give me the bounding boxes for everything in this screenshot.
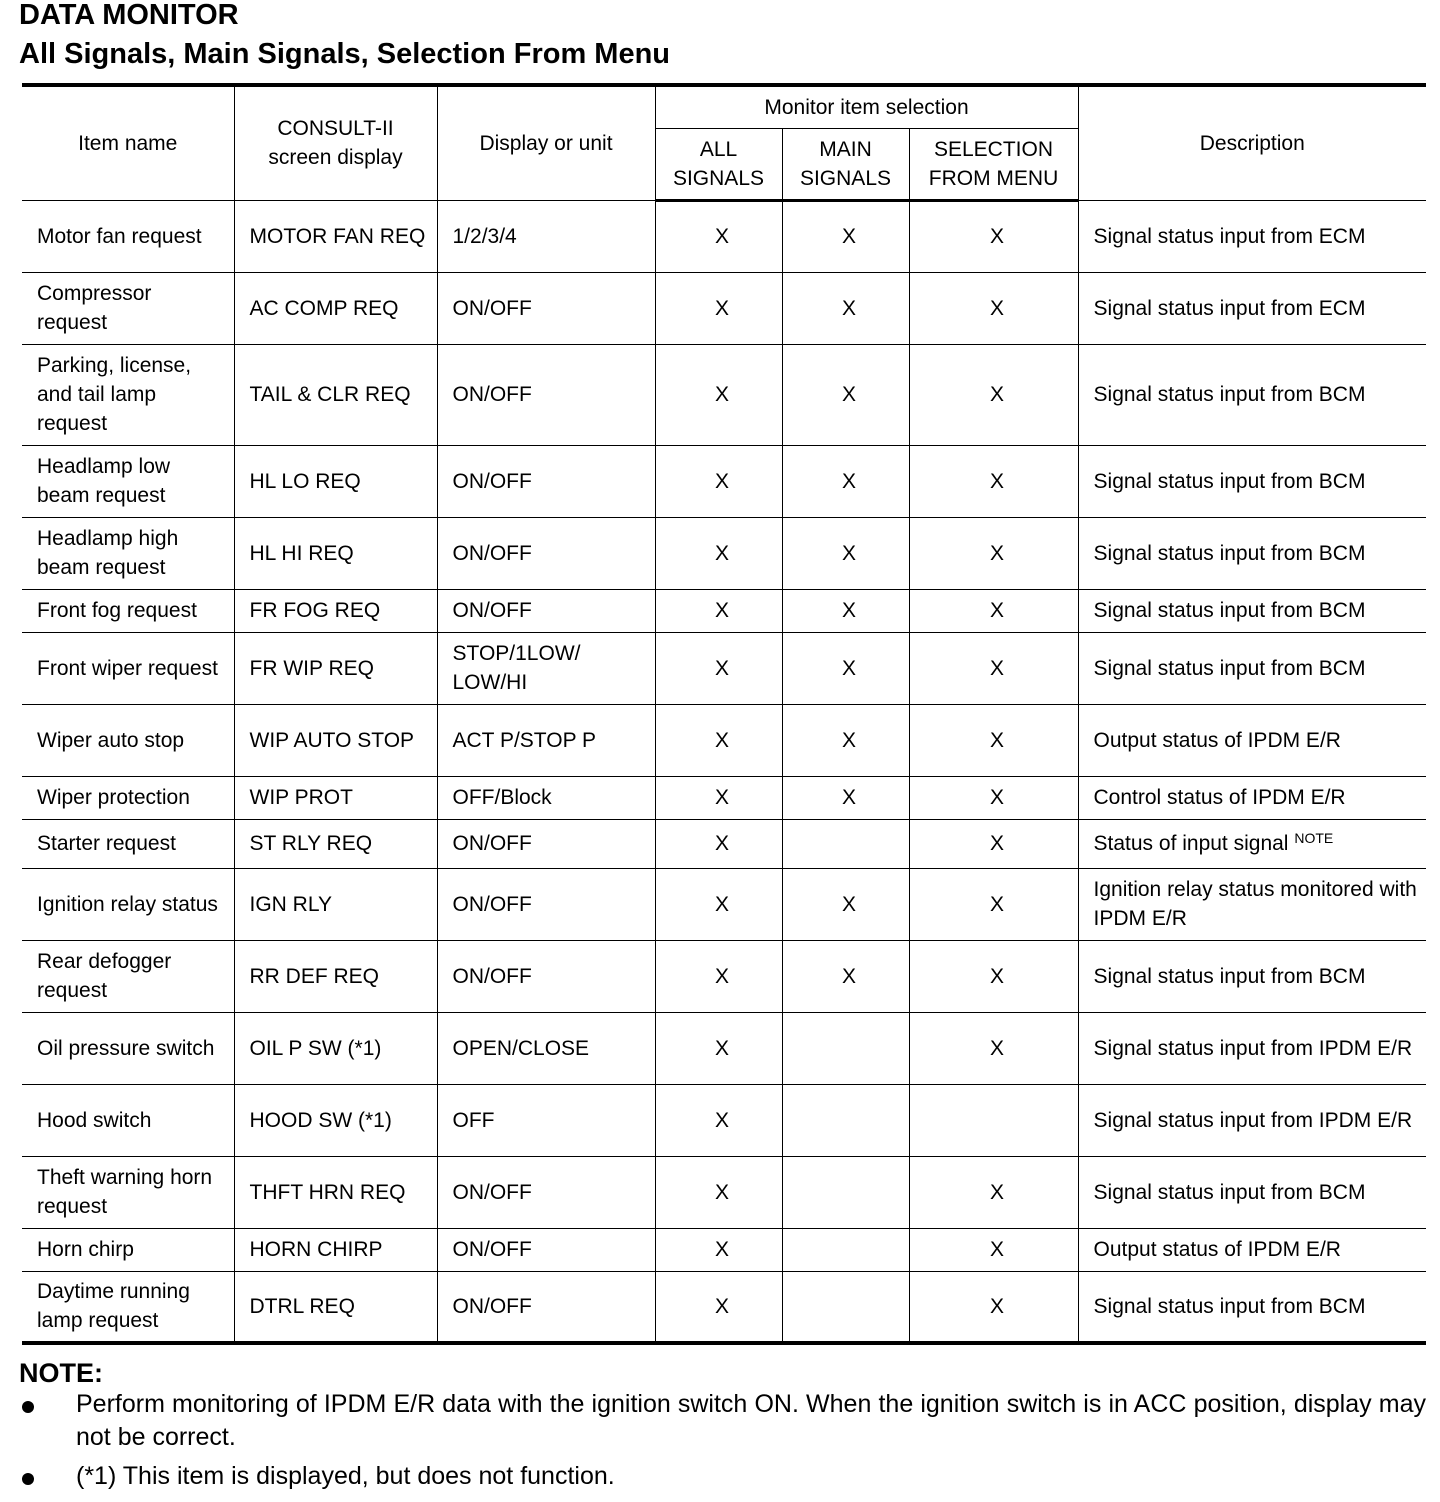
cell-main: X [782, 344, 909, 445]
cell-display: OPEN/CLOSE [437, 1012, 655, 1084]
cell-item: Hood switch [22, 1084, 234, 1156]
cell-item: Compressor request [22, 272, 234, 344]
cell-main: X [782, 272, 909, 344]
cell-main [782, 1156, 909, 1228]
header-sel-line2: FROM MENU [928, 166, 1059, 190]
cell-main [782, 1228, 909, 1271]
cell-item: Wiper auto stop [22, 704, 234, 776]
cell-display: 1/2/3/4 [437, 200, 655, 272]
table-row [22, 1271, 1426, 1343]
table-row [22, 1156, 1426, 1228]
header-consult-display [234, 85, 437, 200]
cell-main: X [782, 445, 909, 517]
cell-all: X [655, 200, 782, 272]
cell-display: OFF [437, 1084, 655, 1156]
header-selection-from-menu [909, 128, 1078, 200]
cell-display: STOP/1LOW/ LOW/HI [437, 632, 655, 704]
table-row [22, 200, 1426, 272]
cell-main: X [782, 589, 909, 632]
cell-main [782, 1012, 909, 1084]
header-main-line2: SIGNALS [799, 166, 892, 190]
table-row [22, 1084, 1426, 1156]
table-row [22, 517, 1426, 589]
cell-display: ON/OFF [437, 517, 655, 589]
cell-desc: Signal status input from BCM [1078, 517, 1426, 589]
cell-main [782, 1271, 909, 1343]
cell-main: X [782, 704, 909, 776]
header-monitor-item-selection: Monitor item selection [655, 85, 1078, 128]
cell-desc: Signal status input from BCM [1078, 445, 1426, 517]
cell-sel: X [909, 868, 1078, 940]
cell-all: X [655, 445, 782, 517]
cell-desc: Signal status input from BCM [1078, 632, 1426, 704]
cell-item: Front wiper request [22, 632, 234, 704]
cell-consult: HORN CHIRP [234, 1228, 437, 1271]
cell-consult: TAIL & CLR REQ [234, 344, 437, 445]
cell-consult: ST RLY REQ [234, 819, 437, 868]
cell-all: X [655, 344, 782, 445]
cell-all: X [655, 1084, 782, 1156]
cell-main: X [782, 940, 909, 1012]
cell-display: ON/OFF [437, 1156, 655, 1228]
bullet-icon [22, 1473, 34, 1485]
table-row [22, 344, 1426, 445]
cell-display: ON/OFF [437, 1228, 655, 1271]
cell-consult: THFT HRN REQ [234, 1156, 437, 1228]
table-row [22, 1228, 1426, 1271]
cell-desc: Signal status input from IPDM E/R [1078, 1012, 1426, 1084]
header-main-line1: MAIN [819, 137, 872, 161]
cell-display: OFF/Block [437, 776, 655, 819]
table-row [22, 445, 1426, 517]
cell-all: X [655, 868, 782, 940]
cell-sel: X [909, 776, 1078, 819]
cell-consult: IGN RLY [234, 868, 437, 940]
cell-sel: X [909, 200, 1078, 272]
table-row [22, 272, 1426, 344]
cell-item: Parking, license, and tail lamp request [22, 344, 234, 445]
cell-all: X [655, 776, 782, 819]
cell-main: X [782, 517, 909, 589]
cell-desc-text: Status of input signal [1093, 832, 1289, 855]
cell-all: X [655, 517, 782, 589]
cell-sel: X [909, 1012, 1078, 1084]
cell-desc: Signal status input from BCM [1078, 1271, 1426, 1343]
cell-desc: Signal status input from IPDM E/R [1078, 1084, 1426, 1156]
header-display-unit: Display or unit [437, 85, 655, 200]
header-consult-line1: CONSULT-II [277, 117, 394, 141]
table-row [22, 776, 1426, 819]
cell-desc: Output status of IPDM E/R [1078, 1228, 1426, 1271]
data-monitor-table [22, 83, 1426, 1345]
header-all-line1: ALL [699, 137, 738, 161]
cell-item: Oil pressure switch [22, 1012, 234, 1084]
cell-desc: Signal status input from BCM [1078, 940, 1426, 1012]
cell-consult: OIL P SW (*1) [234, 1012, 437, 1084]
cell-display: ON/OFF [437, 445, 655, 517]
cell-sel: X [909, 272, 1078, 344]
cell-consult: HL HI REQ [234, 517, 437, 589]
table-row [22, 819, 1426, 868]
cell-main: X [782, 868, 909, 940]
cell-display: ON/OFF [437, 1271, 655, 1343]
cell-main: X [782, 200, 909, 272]
cell-consult: DTRL REQ [234, 1271, 437, 1343]
header-all-signals [655, 128, 782, 200]
cell-desc: Signal status input from ECM [1078, 272, 1426, 344]
cell-consult: RR DEF REQ [234, 940, 437, 1012]
table-row [22, 940, 1426, 1012]
cell-sel: X [909, 1156, 1078, 1228]
note-reference: NOTE [1294, 830, 1334, 846]
cell-consult: WIP PROT [234, 776, 437, 819]
cell-item: Starter request [22, 819, 234, 868]
header-main-signals [782, 128, 909, 200]
cell-consult: WIP AUTO STOP [234, 704, 437, 776]
table-row [22, 704, 1426, 776]
cell-sel: X [909, 704, 1078, 776]
cell-display: ON/OFF [437, 940, 655, 1012]
cell-sel [909, 1084, 1078, 1156]
cell-all: X [655, 272, 782, 344]
cell-all: X [655, 704, 782, 776]
cell-sel: X [909, 819, 1078, 868]
cell-display: ACT P/STOP P [437, 704, 655, 776]
cell-consult: HOOD SW (*1) [234, 1084, 437, 1156]
cell-desc: Signal status input from BCM [1078, 344, 1426, 445]
cell-item: Headlamp high beam request [22, 517, 234, 589]
header-sel-line1: SELECTION [933, 137, 1054, 161]
cell-main [782, 1084, 909, 1156]
cell-all: X [655, 589, 782, 632]
cell-item: Daytime running lamp request [22, 1271, 234, 1343]
cell-main [782, 819, 909, 868]
cell-consult: FR WIP REQ [234, 632, 437, 704]
cell-all: X [655, 819, 782, 868]
cell-item: Wiper protection [22, 776, 234, 819]
cell-desc [1078, 819, 1426, 868]
cell-sel: X [909, 632, 1078, 704]
cell-desc: Ignition relay status monitored with IPDM E/R [1078, 868, 1426, 940]
cell-sel: X [909, 344, 1078, 445]
note-heading: NOTE: [19, 1358, 103, 1388]
cell-item: Headlamp low beam request [22, 445, 234, 517]
header-item-name: Item name [22, 85, 234, 200]
cell-sel: X [909, 517, 1078, 589]
cell-all: X [655, 1156, 782, 1228]
table-row [22, 868, 1426, 940]
cell-item: Front fog request [22, 589, 234, 632]
cell-display: ON/OFF [437, 868, 655, 940]
cell-main: X [782, 632, 909, 704]
cell-consult: HL LO REQ [234, 445, 437, 517]
cell-display: ON/OFF [437, 272, 655, 344]
cell-all: X [655, 1228, 782, 1271]
cell-all: X [655, 940, 782, 1012]
cell-item: Ignition relay status [22, 868, 234, 940]
cell-all: X [655, 632, 782, 704]
cell-all: X [655, 1271, 782, 1343]
cell-consult: MOTOR FAN REQ [234, 200, 437, 272]
cell-all: X [655, 1012, 782, 1084]
cell-display: ON/OFF [437, 589, 655, 632]
cell-sel: X [909, 589, 1078, 632]
cell-consult: FR FOG REQ [234, 589, 437, 632]
cell-item: Rear defogger request [22, 940, 234, 1012]
cell-desc: Output status of IPDM E/R [1078, 704, 1426, 776]
page-title: DATA MONITOR [19, 0, 239, 31]
cell-desc: Control status of IPDM E/R [1078, 776, 1426, 819]
cell-main: X [782, 776, 909, 819]
cell-sel: X [909, 940, 1078, 1012]
page-subtitle: All Signals, Main Signals, Selection From Menu [19, 38, 670, 70]
cell-display: ON/OFF [437, 819, 655, 868]
note-item-1: Perform monitoring of IPDM E/R data with the ignition switch ON. When the ignition switch is in ACC position, display may not be correct. [76, 1390, 1426, 1451]
header-description: Description [1078, 85, 1426, 200]
cell-desc: Signal status input from ECM [1078, 200, 1426, 272]
cell-sel: X [909, 1228, 1078, 1271]
cell-desc: Signal status input from BCM [1078, 589, 1426, 632]
cell-desc: Signal status input from BCM [1078, 1156, 1426, 1228]
header-consult-line2: screen display [268, 146, 403, 170]
cell-sel: X [909, 1271, 1078, 1343]
note-item-2: (*1) This item is displayed, but does not function. [76, 1462, 615, 1490]
header-all-line2: SIGNALS [672, 166, 765, 190]
cell-display: ON/OFF [437, 344, 655, 445]
table-row [22, 632, 1426, 704]
table-row [22, 589, 1426, 632]
bullet-icon [22, 1401, 34, 1413]
cell-consult: AC COMP REQ [234, 272, 437, 344]
cell-item: Horn chirp [22, 1228, 234, 1271]
cell-item: Motor fan request [22, 200, 234, 272]
table-row [22, 1012, 1426, 1084]
cell-item: Theft warning horn request [22, 1156, 234, 1228]
cell-sel: X [909, 445, 1078, 517]
